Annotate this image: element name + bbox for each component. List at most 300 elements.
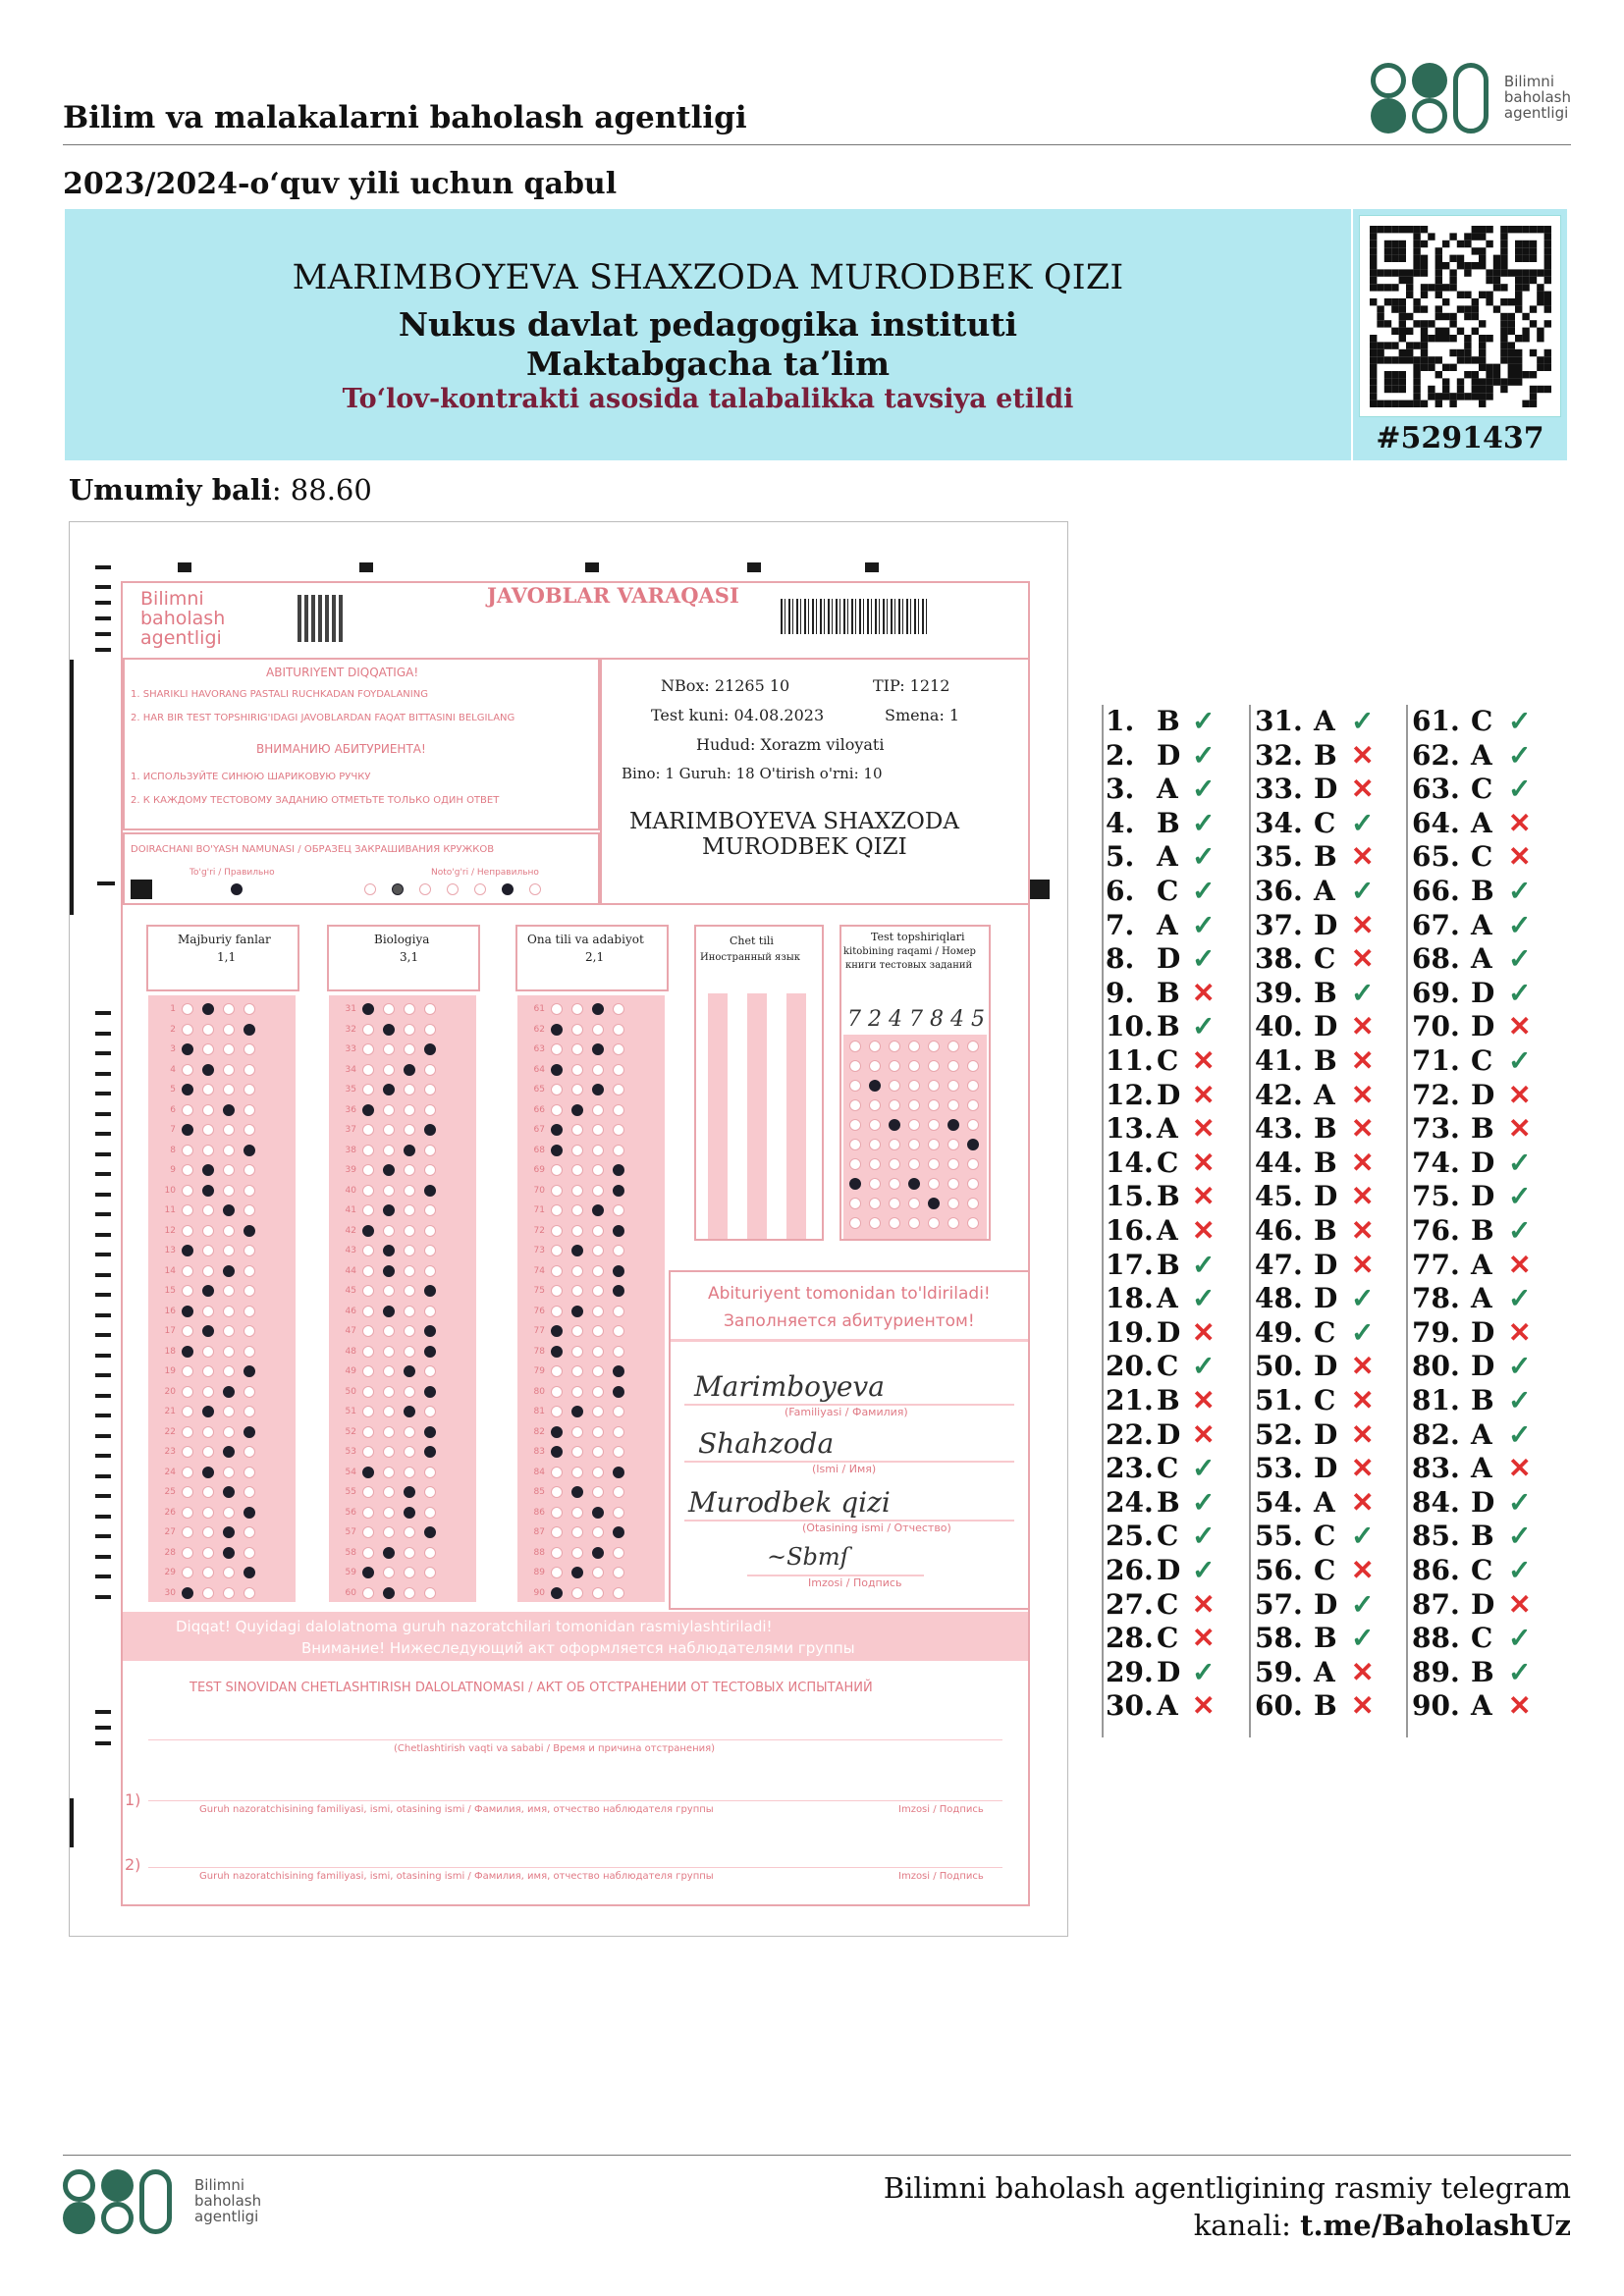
answer-number: 27.	[1106, 1587, 1154, 1621]
check-icon: ✓	[1351, 976, 1375, 1009]
check-icon: ✓	[1508, 1214, 1532, 1247]
cross-icon: ✕	[1351, 738, 1375, 772]
answer-number: 65.	[1412, 840, 1460, 874]
check-icon: ✓	[1508, 1417, 1532, 1451]
answer-letter: B	[1471, 1655, 1494, 1688]
attention-title-ru: ВНИМАНИЮ АБИТУРИЕНТА!	[256, 742, 426, 756]
answer-letter: B	[1471, 875, 1494, 907]
answer-letter: C	[1314, 1520, 1336, 1553]
cross-icon: ✕	[1351, 942, 1375, 976]
cross-icon: ✕	[1192, 1622, 1216, 1655]
answer-letter: A	[1157, 773, 1178, 806]
check-icon: ✓	[1351, 1520, 1375, 1553]
answer-number: 90.	[1412, 1689, 1460, 1723]
answer-row	[1406, 739, 1553, 774]
answer-number: 43.	[1255, 1112, 1303, 1146]
answer-sheet-scan: Bilimni baholash agentligi JAVOBLAR VARAQASI ABITURIYENT DIQQATIGA! 1. SHARIKLI HAVORANG PASTALI RUCHKADAN FOYDALANING 2. HAR BIR TEST TOPSHIRIG'IDAGI JAVOBLARDAN FAQAT BITTASINI BELGILANG ВНИМАНИЮ АБИТУРИЕНТА! 1. ИСПОЛЬЗУЙТЕ СИНЮЮ ШАРИКОВУЮ РУЧКУ 2. К КАЖДОМУ ТЕСТОВОМУ ЗАДАНИЮ ОТМЕТЬТЕ ТОЛЬКО ОДИН ОТВЕТ DOIRACHANI BO'YASH NAMUNASI / ОБРАЗЕЦ ЗАКРАШИВАНИЯ КРУЖКОВ To'g'ri / Правильно Noto'g'ri / Неправильно NBox: 21265 10 TIP: 1212 Test kuni: 04.08.2023 Smena: 1 Hudud: Xorazm viloyati Bino: 1 Guruh: 18 O'tirish o'rni: 10 MARIMBOYEVA SHAXZODA MURODBEK QIZI Majburiy fanlar 1,1 Biologiya 3,1 Ona tili va adabiyot 2,1 1 2 3 4 5 6 7 8 9 10 11 12 13 14 15 16 17 18 19 20 21 22 23 24 25 26 27 28 29 30 31 32 33 34 35 36 37 38 39 40 41 42 43 44 45 46 47 48 49 50 51 52 53 54 55 56 57 58 59 60 61 62 63 64 65 66 67 68 69 70 71 72 73 74 75 76 77 78 79 80 81 82 83 84 85 86 87 88 89 90 Chet tili Иностранный язык Test topshiriqlari kitobining raqami / Номер книги тестовых заданий 7 2 4 7 8 4 5 Abituriyent tomonidan to'ldiriladi! Заполняется абитуриентом! Marimboyeva (Familiyasi / Фамилия) Shahzoda (Ismi / Имя) Murodbek qizi (Otasining ismi / Отчество) ~Sbmſ Imzosi / Подпись Diqqat! Quyidagi dalolatnoma guruh nazoratchilari tomonidan rasmiylashtiriladi! Внимание! Нижеследующий акт оформляется наблюдателями группы TEST SINOVIDAN CHETLASHTIRISH DALOLATNOMASI / АКТ ОБ ОТСТРАНЕНИИ ОТ ТЕСТОВЫХ ИСПЫТАНИЙ (Chetlashtirish vaqti va sababi / Время и причина отстранения) 1) Guruh nazoratchisining familiyasi, ismi, otasining ismi / Фамилия, имя, отчество наблюдателя группы Imzosi / Подпись 2) Guruh nazoratchisining familiyasi, ismi, otasining ismi / Фамилия, имя, отчество наблюдателя группы Imzosi / Подпись	[69, 521, 1068, 1937]
logo-word: Bilimni	[1503, 73, 1554, 91]
cross-icon: ✕	[1192, 1315, 1216, 1349]
check-icon: ✓	[1192, 806, 1216, 839]
sheet-logo-word: Bilimni	[140, 588, 204, 610]
answer-letter: C	[1471, 705, 1493, 737]
cross-icon: ✕	[1508, 1587, 1532, 1621]
answer-number: 41.	[1255, 1044, 1303, 1077]
cross-icon: ✕	[1192, 1180, 1216, 1213]
answer-row	[1102, 773, 1249, 807]
answer-letter: D	[1314, 908, 1338, 941]
answer-letter: A	[1314, 1078, 1335, 1111]
answer-row	[1406, 1588, 1553, 1623]
answer-number: 83.	[1412, 1452, 1460, 1485]
answer-row	[1249, 739, 1396, 774]
answer-row	[1102, 1079, 1249, 1113]
answer-letter: A	[1471, 1417, 1492, 1451]
answer-letter: B	[1314, 1689, 1337, 1723]
answer-row	[1249, 1180, 1396, 1214]
observer-2: Guruh nazoratchisining familiyasi, ismi, otasining ismi / Фамилия, имя, отчество наблюдателя группы	[199, 1871, 714, 1882]
answer-row	[1406, 1452, 1553, 1486]
cross-icon: ✕	[1192, 1214, 1216, 1247]
cross-icon: ✕	[1508, 1112, 1532, 1146]
region: Hudud: Xorazm viloyati	[696, 735, 885, 754]
sample-title: DOIRACHANI BO'YASH NAMUNASI / ОБРАЗЕЦ ЗАКРАШИВАНИЯ КРУЖКОВ	[131, 844, 495, 855]
answer-letter: D	[1157, 1078, 1181, 1111]
answer-row	[1102, 1418, 1249, 1453]
cross-icon: ✕	[1351, 1112, 1375, 1146]
recommendation: Toʻlov-kontrakti asosida talabalikka tavsiya etildi	[342, 384, 1074, 414]
total-score	[69, 473, 372, 507]
answer-row	[1249, 1588, 1396, 1623]
answer-letter: A	[1471, 942, 1492, 976]
answer-number: 12.	[1106, 1078, 1154, 1111]
telegram-link[interactable]: t.me/BaholashUz	[1300, 2209, 1571, 2242]
cross-icon: ✕	[1351, 908, 1375, 941]
check-icon: ✓	[1192, 1655, 1216, 1688]
answer-row	[1406, 1112, 1553, 1147]
check-icon: ✓	[1351, 1282, 1375, 1315]
answer-row	[1406, 1282, 1553, 1316]
check-icon: ✓	[1192, 738, 1216, 772]
answer-row	[1406, 1214, 1553, 1249]
check-icon: ✓	[1508, 1485, 1532, 1519]
rule-2-ru: 2. К КАЖДОМУ ТЕСТОВОМУ ЗАДАНИЮ ОТМЕТЬТЕ ТОЛЬКО ОДИН ОТВЕТ	[131, 795, 500, 806]
rule-1-ru: 1. ИСПОЛЬЗУЙТЕ СИНЮЮ ШАРИКОВУЮ РУЧКУ	[131, 772, 371, 782]
answer-letter: C	[1314, 1384, 1336, 1416]
answer-number: 71.	[1412, 1044, 1460, 1077]
cross-icon: ✕	[1351, 1248, 1375, 1281]
answer-row	[1406, 875, 1553, 909]
answer-row	[1102, 1282, 1249, 1316]
cross-icon: ✕	[1508, 840, 1532, 874]
answer-letter: B	[1314, 738, 1337, 772]
answer-letter: B	[1157, 1248, 1180, 1281]
agency-logo	[1371, 63, 1571, 133]
answer-number: 81.	[1412, 1384, 1460, 1416]
answer-number: 54.	[1255, 1485, 1303, 1519]
fill-by: Abituriyent tomonidan to'ldiriladi!	[708, 1284, 991, 1304]
cross-icon: ✕	[1508, 806, 1532, 839]
answer-letter: B	[1471, 1520, 1494, 1553]
answer-number: 42.	[1255, 1078, 1303, 1111]
answer-row	[1406, 1350, 1553, 1384]
answer-number: 8.	[1106, 942, 1135, 976]
answer-letter: C	[1471, 773, 1493, 806]
answer-row	[1406, 1010, 1553, 1044]
sample-correct: To'g'ri / Правильно	[189, 868, 275, 878]
answer-letter: A	[1471, 806, 1492, 839]
answer-row	[1406, 1316, 1553, 1351]
answer-number: 88.	[1412, 1622, 1460, 1655]
answer-row	[1102, 1656, 1249, 1690]
answer-letter: C	[1157, 1520, 1179, 1553]
answer-number: 82.	[1412, 1417, 1460, 1451]
warning-line-2: Внимание! Нижеследующий акт оформляется наблюдателями группы	[301, 1639, 855, 1657]
handwritten-patronymic: Murodbek qizi	[688, 1486, 891, 1519]
answer-number: 22.	[1106, 1417, 1154, 1451]
observer-2-num: 2)	[125, 1855, 141, 1874]
caption-name: (Ismi / Имя)	[812, 1463, 877, 1475]
answer-row	[1249, 1689, 1396, 1724]
check-icon: ✓	[1508, 1044, 1532, 1077]
answer-number: 2.	[1106, 738, 1135, 772]
answer-row	[1102, 840, 1249, 875]
answer-number: 56.	[1255, 1554, 1303, 1586]
answer-row	[1102, 1249, 1249, 1283]
attention-title: ABITURIYENT DIQQATIGA!	[266, 666, 419, 679]
answer-number: 84.	[1412, 1485, 1460, 1519]
answer-letter: A	[1314, 1485, 1335, 1519]
barcode-icon	[781, 599, 928, 634]
footer-logo	[63, 2169, 261, 2234]
answer-number: 3.	[1106, 773, 1135, 806]
cross-icon: ✕	[1508, 1010, 1532, 1043]
logo-word: baholash	[1503, 88, 1571, 107]
answer-number: 49.	[1255, 1315, 1303, 1349]
logo-word: agentligi	[194, 2207, 259, 2225]
cross-icon: ✕	[1192, 976, 1216, 1009]
answer-number: 19.	[1106, 1315, 1154, 1349]
foreign-lang-ru: Иностранный язык	[700, 952, 801, 963]
answer-number: 64.	[1412, 806, 1460, 839]
check-icon: ✓	[1192, 840, 1216, 874]
check-icon: ✓	[1192, 1520, 1216, 1553]
telegram-prefix: kanali:	[1193, 2209, 1301, 2242]
answer-letter: D	[1157, 1417, 1181, 1451]
answer-number: 28.	[1106, 1622, 1154, 1655]
answer-letter: B	[1157, 1384, 1180, 1416]
check-icon: ✓	[1508, 705, 1532, 737]
answer-row	[1406, 1554, 1553, 1588]
answer-letter: C	[1157, 1622, 1179, 1655]
answer-number: 72.	[1412, 1078, 1460, 1111]
check-icon: ✓	[1508, 773, 1532, 806]
result-banner	[65, 209, 1351, 460]
answer-letter: D	[1471, 1485, 1495, 1519]
cross-icon: ✕	[1351, 1485, 1375, 1519]
check-icon: ✓	[1508, 1180, 1532, 1213]
answer-letter: D	[1314, 773, 1338, 806]
sheet-name-1: MARIMBOYEVA SHAXZODA	[629, 809, 959, 834]
subject-3-code: 2,1	[585, 950, 605, 964]
answer-letter: A	[1471, 1689, 1492, 1723]
answer-number: 4.	[1106, 806, 1135, 839]
warning-line-1: Diqqat! Quyidagi dalolatnoma guruh nazoratchilari tomonidan rasmiylashtiriladi!	[176, 1618, 773, 1635]
cross-icon: ✕	[1192, 1112, 1216, 1146]
page-header	[63, 59, 1571, 145]
answer-letter: D	[1471, 1010, 1495, 1043]
answer-letter: D	[1471, 1180, 1495, 1213]
answer-letter: D	[1471, 1587, 1495, 1621]
answer-letter: C	[1157, 1350, 1179, 1383]
cross-icon: ✕	[1351, 1180, 1375, 1213]
answer-letter: A	[1471, 738, 1492, 772]
answer-number: 6.	[1106, 875, 1135, 907]
answer-number: 69.	[1412, 976, 1460, 1009]
answer-row	[1102, 1452, 1249, 1486]
sheet-logo-word: agentligi	[140, 627, 222, 649]
answer-number: 11.	[1106, 1044, 1154, 1077]
answer-letter: A	[1471, 1452, 1492, 1485]
answer-letter: A	[1314, 705, 1335, 737]
answer-number: 7.	[1106, 908, 1135, 941]
answer-letter: C	[1314, 1554, 1336, 1586]
answer-number: 40.	[1255, 1010, 1303, 1043]
check-icon: ✓	[1508, 976, 1532, 1009]
answer-letter: B	[1314, 1112, 1337, 1146]
cross-icon: ✕	[1192, 1417, 1216, 1451]
answer-row	[1102, 1588, 1249, 1623]
smena: Smena: 1	[885, 706, 960, 724]
answer-row	[1406, 773, 1553, 807]
check-icon: ✓	[1508, 908, 1532, 941]
tip: TIP: 1212	[873, 676, 950, 695]
answer-number: 14.	[1106, 1146, 1154, 1179]
institution: Nukus davlat pedagogika instituti	[398, 305, 1018, 344]
answer-number: 35.	[1255, 840, 1303, 874]
answer-row	[1406, 977, 1553, 1011]
answer-row	[1102, 875, 1249, 909]
answer-letter: D	[1314, 1282, 1338, 1315]
answer-letter: D	[1471, 1146, 1495, 1179]
answer-letter: A	[1157, 1214, 1178, 1247]
admission-year: 2023/2024-oʻquv yili uchun qabul	[63, 167, 618, 201]
answer-row	[1249, 1554, 1396, 1588]
cross-icon: ✕	[1351, 1689, 1375, 1723]
answer-row	[1102, 1689, 1249, 1724]
handwritten-name: Shahzoda	[698, 1427, 835, 1460]
cross-icon: ✕	[1351, 1214, 1375, 1247]
check-icon: ✓	[1192, 705, 1216, 737]
answer-number: 70.	[1412, 1010, 1460, 1043]
rule-1: 1. SHARIKLI HAVORANG PASTALI RUCHKADAN FOYDALANING	[131, 689, 428, 700]
sheet-title: JAVOBLAR VARAQASI	[487, 583, 739, 608]
answer-row	[1249, 875, 1396, 909]
answer-letter: A	[1314, 1655, 1335, 1688]
answer-letter: D	[1314, 1010, 1338, 1043]
answer-letter: A	[1471, 1282, 1492, 1315]
answer-row	[1249, 942, 1396, 977]
answer-letter: D	[1314, 1417, 1338, 1451]
check-icon: ✓	[1508, 942, 1532, 976]
answer-letter: D	[1314, 1350, 1338, 1383]
answer-row	[1249, 1486, 1396, 1521]
cross-icon: ✕	[1351, 1350, 1375, 1383]
answer-number: 13.	[1106, 1112, 1154, 1146]
check-icon: ✓	[1192, 1248, 1216, 1281]
agency-title: Bilim va malakalarni baholash agentligi	[63, 100, 747, 135]
answer-letter: B	[1314, 1044, 1337, 1077]
answer-number: 57.	[1255, 1587, 1303, 1621]
answer-letter: B	[1314, 1214, 1337, 1247]
answer-letter: A	[1157, 1689, 1178, 1723]
check-icon: ✓	[1508, 738, 1532, 772]
logo-word: baholash	[194, 2192, 262, 2211]
answer-number: 66.	[1412, 875, 1460, 907]
answer-row	[1102, 909, 1249, 943]
answer-letter: C	[1157, 1146, 1179, 1179]
check-icon: ✓	[1351, 875, 1375, 907]
cross-icon: ✕	[1351, 1146, 1375, 1179]
answer-number: 47.	[1255, 1248, 1303, 1281]
cross-icon: ✕	[1508, 1315, 1532, 1349]
answer-number: 74.	[1412, 1146, 1460, 1179]
check-icon: ✓	[1192, 942, 1216, 976]
answer-letter: B	[1314, 976, 1337, 1009]
answer-row	[1406, 1147, 1553, 1181]
check-icon: ✓	[1192, 875, 1216, 907]
answer-number: 44.	[1255, 1146, 1303, 1179]
answer-number: 16.	[1106, 1214, 1154, 1247]
answer-number: 60.	[1255, 1689, 1303, 1723]
telegram-line-1: Bilimni baholash agentligining rasmiy telegram	[883, 2171, 1571, 2205]
cross-icon: ✕	[1351, 1655, 1375, 1688]
answer-letter: A	[1157, 840, 1178, 874]
answer-number: 76.	[1412, 1214, 1460, 1247]
answer-number: 32.	[1255, 738, 1303, 772]
score-value: : 88.60	[271, 473, 372, 507]
answer-letter: B	[1157, 976, 1180, 1009]
answer-letter: C	[1471, 840, 1493, 874]
telegram-info	[884, 2169, 1571, 2244]
logo-mark-icon	[1371, 63, 1492, 133]
answer-row	[1102, 1112, 1249, 1147]
check-icon: ✓	[1351, 806, 1375, 839]
answer-number: 17.	[1106, 1248, 1154, 1281]
handwritten-surname: Marimboyeva	[694, 1370, 885, 1403]
answer-number: 86.	[1412, 1554, 1460, 1586]
cross-icon: ✕	[1192, 1146, 1216, 1179]
check-icon: ✓	[1508, 1350, 1532, 1383]
answer-letter: B	[1471, 1112, 1494, 1146]
fill-by-ru: Заполняется абитуриентом!	[724, 1311, 975, 1331]
answer-number: 67.	[1412, 908, 1460, 941]
answer-row	[1406, 1656, 1553, 1690]
check-icon: ✓	[1192, 1010, 1216, 1043]
answer-letter: D	[1157, 1554, 1181, 1586]
check-icon: ✓	[1192, 1452, 1216, 1485]
cross-icon: ✕	[1508, 1689, 1532, 1723]
answer-row	[1249, 977, 1396, 1011]
observer-1-num: 1)	[125, 1790, 141, 1809]
specialty: Maktabgacha taʼlim	[526, 345, 890, 383]
answer-number: 37.	[1255, 908, 1303, 941]
answer-number: 89.	[1412, 1655, 1460, 1688]
check-icon: ✓	[1508, 1520, 1532, 1553]
answer-row	[1249, 1214, 1396, 1249]
answer-row	[1249, 1384, 1396, 1418]
act-reason: (Chetlashtirish vaqti va sababi / Время и причина отстранения)	[394, 1743, 716, 1754]
answer-letter: D	[1471, 976, 1495, 1009]
caption-signature: Imzosi / Подпись	[808, 1576, 902, 1589]
sheet-logo-word: baholash	[140, 608, 226, 629]
answer-number: 55.	[1255, 1520, 1303, 1553]
cross-icon: ✕	[1351, 773, 1375, 806]
sheet-qr-icon	[298, 595, 345, 642]
answer-number: 52.	[1255, 1417, 1303, 1451]
caption-surname: (Familiyasi / Фамилия)	[785, 1406, 908, 1418]
test-day: Test kuni: 04.08.2023	[651, 706, 825, 724]
answer-letter: D	[1314, 1452, 1338, 1485]
answer-number: 33.	[1255, 773, 1303, 806]
answer-row	[1406, 1180, 1553, 1214]
answer-row	[1249, 1350, 1396, 1384]
answer-row	[1102, 1350, 1249, 1384]
answer-row	[1249, 909, 1396, 943]
cross-icon: ✕	[1351, 1044, 1375, 1077]
answer-letter: D	[1471, 1350, 1495, 1383]
answer-row	[1249, 1656, 1396, 1690]
answer-letter: B	[1157, 1180, 1180, 1213]
answer-row	[1249, 1316, 1396, 1351]
answer-number: 26.	[1106, 1554, 1154, 1586]
answer-number: 77.	[1412, 1248, 1460, 1281]
answer-row	[1249, 1418, 1396, 1453]
answer-letter: C	[1314, 942, 1336, 976]
answer-letter: A	[1471, 1248, 1492, 1281]
book-title-3: книги тестовых заданий	[845, 960, 973, 971]
answer-letter: A	[1314, 875, 1335, 907]
cross-icon: ✕	[1351, 840, 1375, 874]
answer-number: 46.	[1255, 1214, 1303, 1247]
nbox: NBox: 21265 10	[661, 676, 790, 695]
answer-number: 85.	[1412, 1520, 1460, 1553]
answer-row	[1406, 1044, 1553, 1079]
answer-row	[1406, 1486, 1553, 1521]
sample-wrong: Noto'g'ri / Неправильно	[431, 868, 539, 878]
answer-number: 25.	[1106, 1520, 1154, 1553]
answer-letter: D	[1471, 1315, 1495, 1349]
answer-letter: C	[1471, 1554, 1493, 1586]
answer-number: 24.	[1106, 1485, 1154, 1519]
check-icon: ✓	[1351, 1315, 1375, 1349]
cross-icon: ✕	[1192, 1044, 1216, 1077]
subject-1-code: 1,1	[217, 950, 237, 964]
caption-patronymic: (Otasining ismi / Отчество)	[802, 1522, 951, 1534]
answer-letter: D	[1314, 1180, 1338, 1213]
answer-number: 63.	[1412, 773, 1460, 806]
answer-number: 23.	[1106, 1452, 1154, 1485]
answer-letter: B	[1157, 1485, 1180, 1519]
check-icon: ✓	[1351, 1587, 1375, 1621]
answer-letter: C	[1314, 1315, 1336, 1349]
answer-letter: A	[1157, 1112, 1178, 1146]
observer-1-sign: Imzosi / Подпись	[898, 1804, 984, 1815]
answer-row	[1406, 840, 1553, 875]
answer-row	[1102, 1214, 1249, 1249]
answer-number: 78.	[1412, 1282, 1460, 1315]
answer-number: 51.	[1255, 1384, 1303, 1416]
answer-letter: B	[1471, 1384, 1494, 1416]
